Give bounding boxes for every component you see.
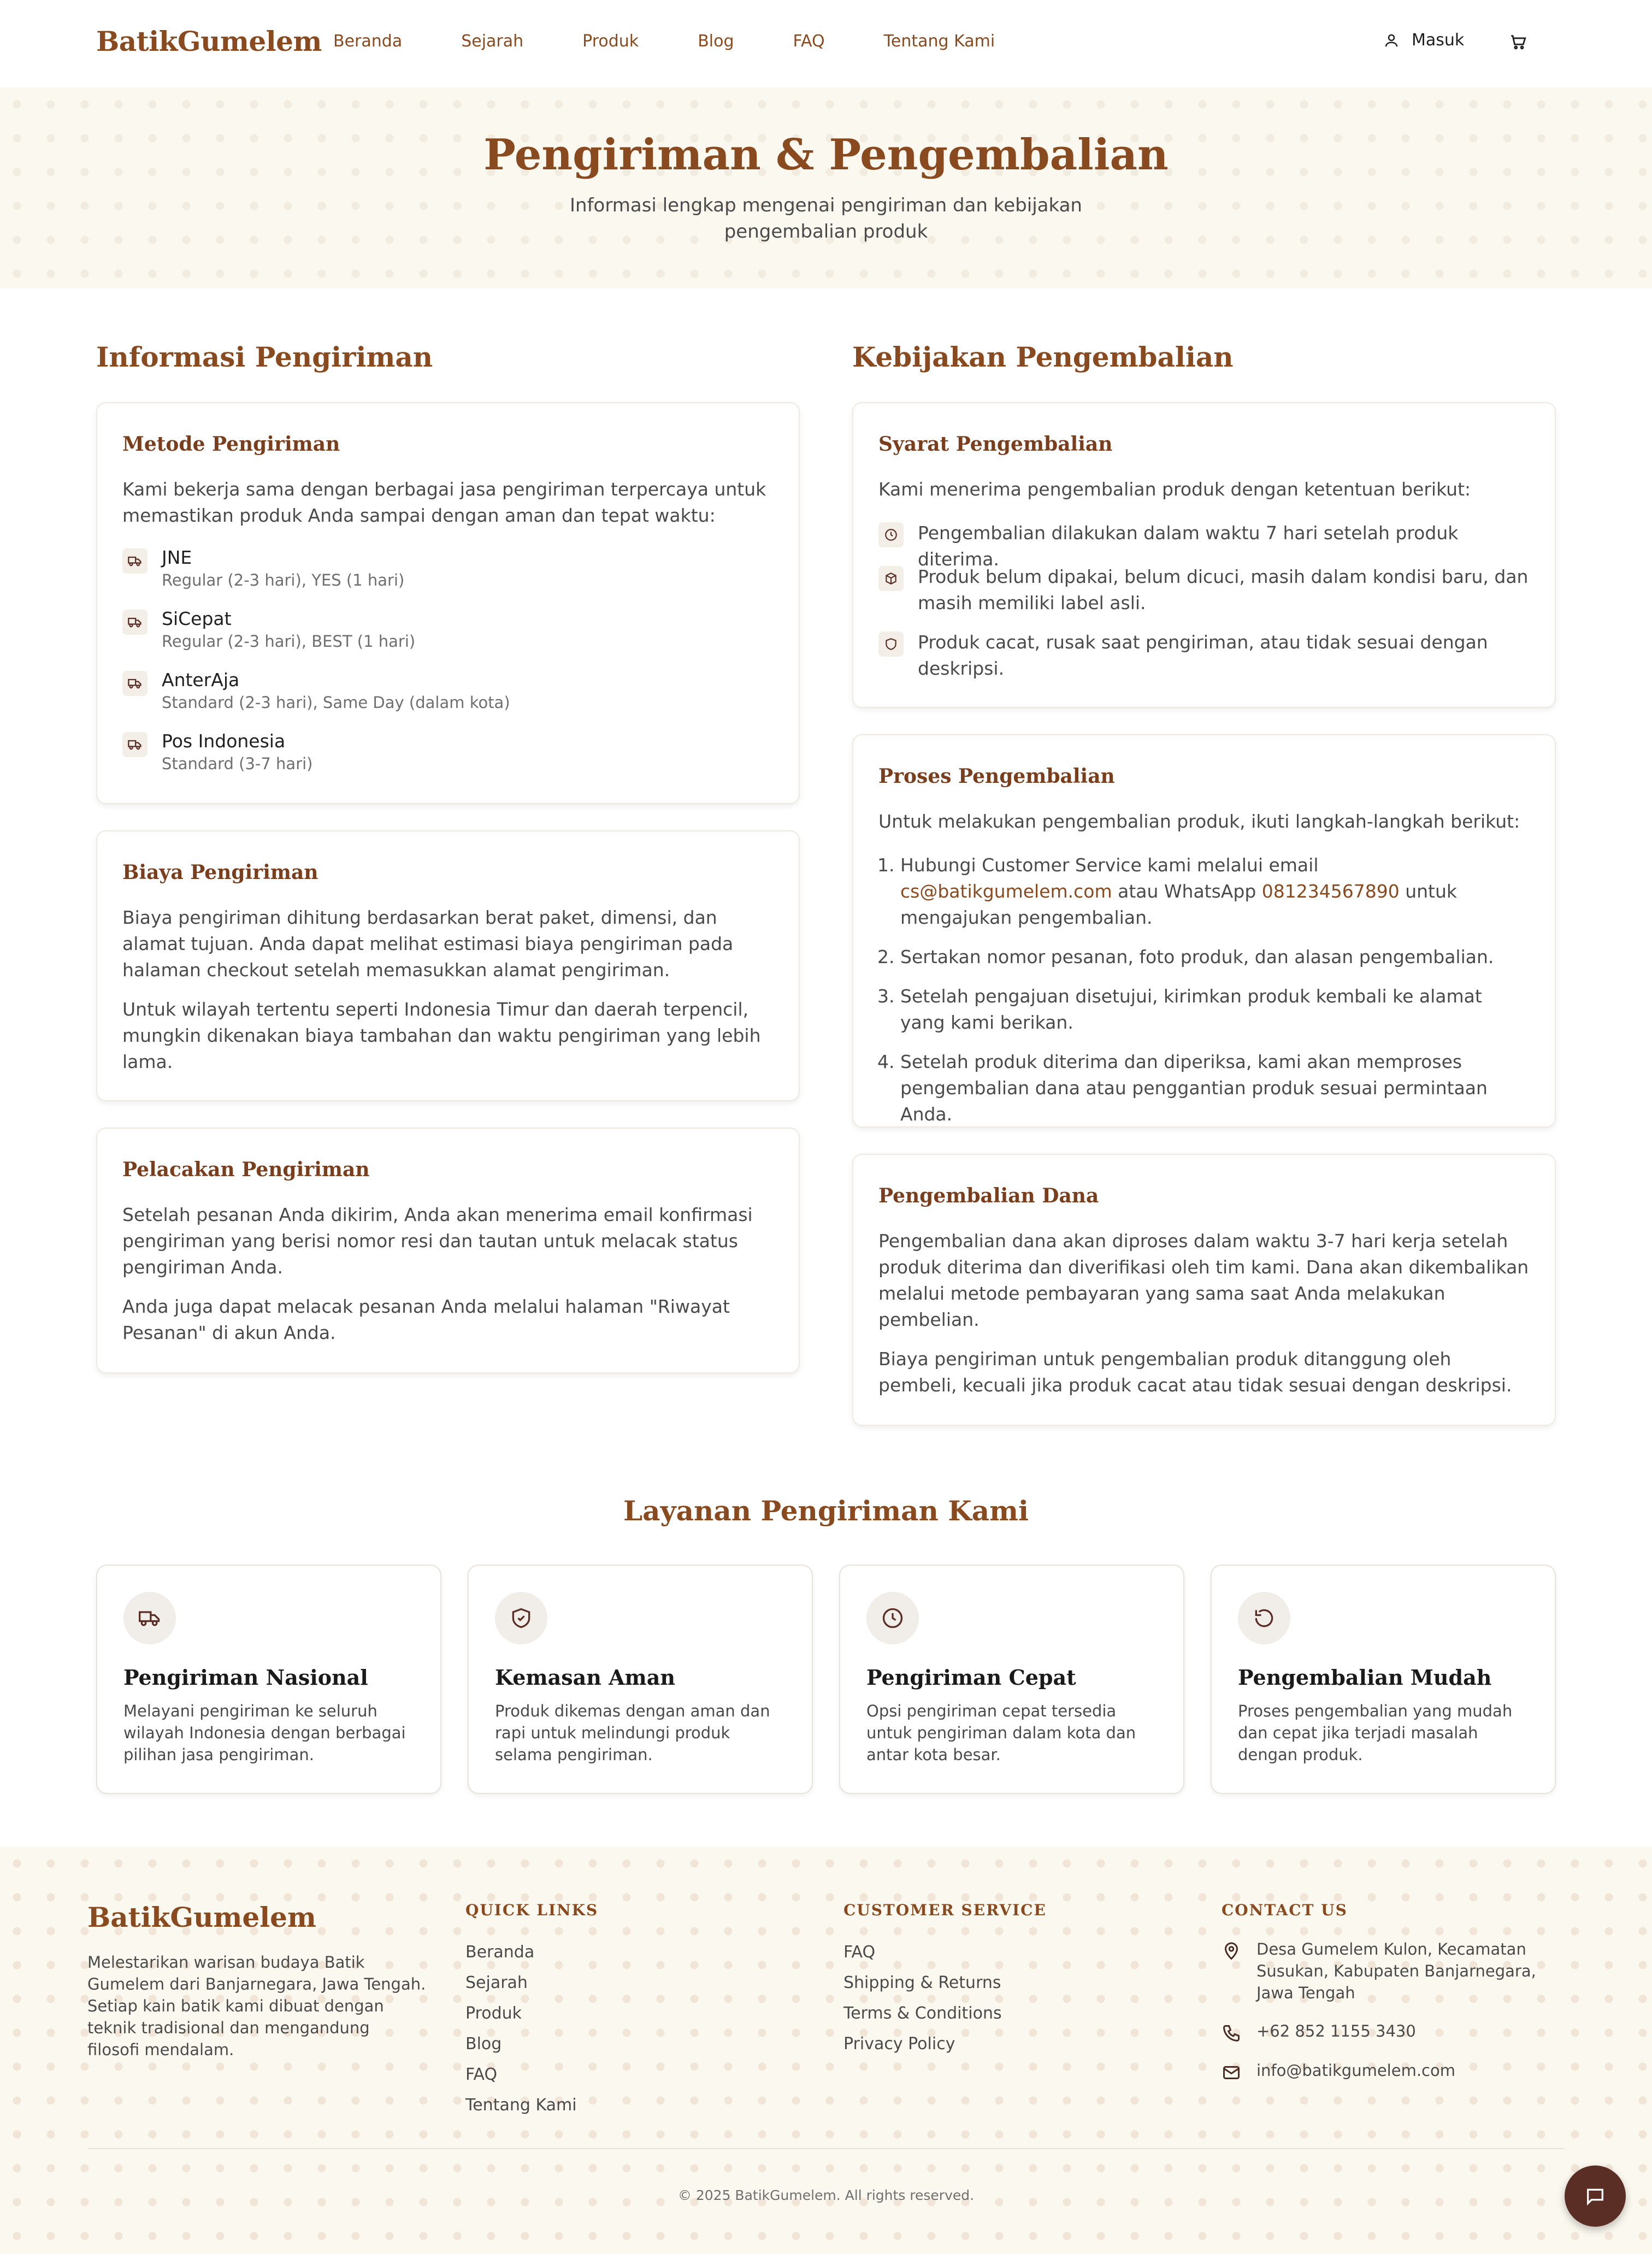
- mail-icon: [1222, 2063, 1241, 2082]
- footer-link-faq[interactable]: FAQ: [843, 1943, 876, 1962]
- card-title: Biaya Pengiriman: [122, 861, 318, 884]
- login-button[interactable]: [1383, 31, 1464, 50]
- user-icon: [1383, 32, 1400, 49]
- chat-button[interactable]: [1565, 2166, 1626, 2227]
- footer-link-beranda[interactable]: Beranda: [465, 1943, 535, 1962]
- courier-detail: Standard (2-3 hari), Same Day (dalam kota): [162, 693, 510, 712]
- truck-icon: [122, 671, 148, 696]
- card-title: Pengembalian Dana: [878, 1184, 1099, 1207]
- cart-icon[interactable]: [1509, 33, 1527, 54]
- whatsapp-link[interactable]: 081234567890: [1261, 881, 1400, 902]
- quick-links-heading: QUICK LINKS: [465, 1901, 599, 1919]
- card-title: Pelacakan Pengiriman: [122, 1158, 370, 1181]
- page-title: Pengiriman & Pengembalian: [483, 130, 1169, 180]
- shipping-methods-card: [96, 402, 800, 804]
- courier-name: Pos Indonesia: [162, 730, 286, 752]
- card-title: Metode Pengiriman: [122, 433, 340, 456]
- return-step: 2. Sertakan nomor pesanan, foto produk, dan alasan pengembalian.: [900, 944, 1531, 970]
- map-pin-icon: [1222, 1942, 1241, 1961]
- shipping-section-title: Informasi Pengiriman: [96, 341, 433, 373]
- tracking-text-2: Anda juga dapat melacak pesanan Anda melalui halaman "Riwayat Pesanan" di akun Anda.: [122, 1296, 730, 1343]
- shipping-cost-card: [96, 830, 800, 1101]
- nav-link-beranda[interactable]: Beranda: [333, 32, 403, 51]
- truck-icon: [122, 610, 148, 635]
- return-step: 3. Setelah pengajuan disetujui, kirimkan produk kembali ke alamat yang kami berikan.: [900, 983, 1531, 1036]
- footer-link-shipping-returns[interactable]: Shipping & Returns: [843, 1973, 1001, 1992]
- service-card-national: [96, 1565, 441, 1794]
- login-label: Masuk: [1412, 31, 1465, 50]
- nav-link-faq[interactable]: FAQ: [793, 32, 825, 51]
- footer-link-faq[interactable]: FAQ: [465, 2065, 498, 2084]
- shipping-cost-text-2: Untuk wilayah tertentu seperti Indonesia Timur dan daerah terpencil, mungkin dikenakan biaya tambahan dan waktu pengiriman yang lebih lama.: [122, 999, 761, 1072]
- footer-logo[interactable]: BatikGumelem: [87, 1901, 316, 1933]
- return-terms-card: [852, 402, 1556, 708]
- return-term-text: Produk belum dipakai, belum dicuci, masih dalam kondisi baru, dan masih memiliki label asli.: [918, 566, 1529, 613]
- courier-item: [122, 669, 510, 713]
- customer-service-list: [843, 1937, 1002, 2060]
- footer-link-produk[interactable]: Produk: [465, 2004, 522, 2023]
- return-term-text: Produk cacat, rusak saat pengiriman, atau tidak sesuai dengan deskripsi.: [918, 632, 1488, 679]
- courier-detail: Regular (2-3 hari), BEST (1 hari): [162, 632, 416, 651]
- customer-service-heading: CUSTOMER SERVICE: [843, 1901, 1047, 1919]
- phone-icon: [1222, 2023, 1241, 2043]
- service-card-returns: [1211, 1565, 1556, 1794]
- service-desc: Opsi pengiriman cepat tersedia untuk pengiriman dalam kota dan antar kota besar.: [866, 1702, 1136, 1764]
- nav-link-blog[interactable]: Blog: [698, 32, 734, 51]
- footer-description: Melestarikan warisan budaya Batik Gumelem dari Banjarnegara, Jawa Tengah. Setiap kain batik kami dibuat dengan teknik tradisional dan mengandung filosofi mendalam.: [87, 1953, 426, 2059]
- footer-link-sejarah[interactable]: Sejarah: [465, 1973, 528, 1992]
- nav-links: [333, 32, 1054, 51]
- site-logo[interactable]: BatikGumelem: [96, 25, 322, 57]
- courier-item: [122, 730, 313, 775]
- card-title: Proses Pengembalian: [878, 765, 1115, 788]
- service-desc: Produk dikemas dengan aman dan rapi untuk melindungi produk selama pengiriman.: [495, 1702, 770, 1764]
- page-subtitle: Informasi lengkap mengenai pengiriman dan kebijakan pengembalian produk: [570, 194, 1082, 243]
- footer-divider: [87, 2148, 1565, 2149]
- return-process-card: [852, 734, 1556, 1128]
- courier-detail: Regular (2-3 hari), YES (1 hari): [162, 571, 405, 589]
- truck-icon: [122, 732, 148, 757]
- refund-text-2: Biaya pengiriman untuk pengembalian produk ditanggung oleh pembeli, kecuali jika produk cacat atau tidak sesuai dengan deskripsi.: [878, 1348, 1512, 1396]
- courier-detail: Standard (3-7 hari): [162, 754, 313, 773]
- contact-email[interactable]: info@batikgumelem.com: [1222, 2060, 1541, 2082]
- service-title: Pengembalian Mudah: [1238, 1665, 1492, 1690]
- contact-phone[interactable]: +62 852 1155 3430: [1222, 2020, 1541, 2043]
- copyright-text: © 2025 BatikGumelem. All rights reserved.: [677, 2187, 975, 2203]
- service-desc: Proses pengembalian yang mudah dan cepat jika terjadi masalah dengan produk.: [1238, 1702, 1513, 1764]
- footer-link-tentang-kami[interactable]: Tentang Kami: [465, 2096, 577, 2115]
- service-desc: Melayani pengiriman ke seluruh wilayah Indonesia dengan berbagai pilihan jasa pengiriman.: [123, 1702, 406, 1764]
- footer-link-terms[interactable]: Terms & Conditions: [843, 2004, 1002, 2023]
- clock-icon: [878, 522, 904, 547]
- hero-banner: [0, 87, 1652, 288]
- shield-check-icon: [495, 1592, 547, 1644]
- nav-link-tentang-kami[interactable]: Tentang Kami: [883, 32, 995, 51]
- courier-name: AnterAja: [162, 669, 240, 691]
- footer-link-privacy[interactable]: Privacy Policy: [843, 2034, 955, 2054]
- chat-icon: [1584, 2185, 1606, 2207]
- nav-link-produk[interactable]: Produk: [582, 32, 639, 51]
- courier-name: JNE: [162, 547, 192, 568]
- return-step: 4. Setelah produk diterima dan diperiksa, kami akan memproses pengembalian dana atau penggantian produk sesuai permintaan Anda.: [900, 1049, 1531, 1128]
- service-title: Pengiriman Cepat: [866, 1665, 1076, 1690]
- service-card-fast: [839, 1565, 1184, 1794]
- refund-card: [852, 1154, 1556, 1426]
- cs-email-link[interactable]: cs@batikgumelem.com: [900, 881, 1112, 902]
- services-section-title: Layanan Pengiriman Kami: [623, 1495, 1029, 1527]
- card-title: Syarat Pengembalian: [878, 433, 1113, 456]
- refund-text-1: Pengembalian dana akan diproses dalam waktu 3-7 hari kerja setelah produk diterima dan diverifikasi oleh tim kami. Dana akan dikembalikan melalui metode pembayaran yang sama saat Anda melakukan pembelian.: [878, 1230, 1529, 1330]
- nav-link-sejarah[interactable]: Sejarah: [461, 32, 524, 51]
- return-term-text: Pengembalian dilakukan dalam waktu 7 hari setelah produk diterima.: [918, 522, 1459, 570]
- quick-links-list: [465, 1937, 577, 2121]
- rotate-icon: [1238, 1592, 1290, 1644]
- clock-icon: [866, 1592, 919, 1644]
- returns-section-title: Kebijakan Pengembalian: [852, 341, 1234, 373]
- service-title: Pengiriman Nasional: [123, 1665, 368, 1690]
- courier-item: [122, 546, 404, 591]
- shipping-tracking-card: [96, 1128, 800, 1373]
- return-steps-list: [878, 852, 1531, 1141]
- truck-icon: [123, 1592, 176, 1644]
- service-title: Kemasan Aman: [495, 1665, 676, 1690]
- return-process-intro: Untuk melakukan pengembalian produk, ikuti langkah-langkah berikut:: [878, 811, 1520, 832]
- package-icon: [878, 566, 904, 591]
- shield-icon: [878, 632, 904, 657]
- return-term-item: [878, 629, 1531, 682]
- shipping-cost-text-1: Biaya pengiriman dihitung berdasarkan berat paket, dimensi, dan alamat tujuan. Anda dapat melihat estimasi biaya pengiriman pada halaman checkout setelah memasukkan alamat pengiriman.: [122, 907, 734, 981]
- service-card-packaging: [468, 1565, 813, 1794]
- truck-icon: [122, 548, 148, 574]
- tracking-text-1: Setelah pesanan Anda dikirim, Anda akan menerima email konfirmasi pengiriman yang berisi nomor resi dan tautan untuk melacak status pengiriman Anda.: [122, 1204, 753, 1278]
- site-footer: [0, 1846, 1652, 2254]
- shipping-methods-intro: Kami bekerja sama dengan berbagai jasa pengiriman terpercaya untuk memastikan produk Anda sampai dengan aman dan tepat waktu:: [122, 479, 766, 526]
- contact-address: Desa Gumelem Kulon, Kecamatan Susukan, Kabupaten Banjarnegara, Jawa Tengah: [1222, 1938, 1541, 2004]
- top-navbar: [0, 0, 1652, 87]
- contact-heading: CONTACT US: [1222, 1901, 1348, 1919]
- footer-link-blog[interactable]: Blog: [465, 2034, 502, 2054]
- courier-name: SiCepat: [162, 608, 232, 629]
- return-term-item: [878, 564, 1531, 616]
- courier-item: [122, 607, 415, 652]
- return-terms-intro: Kami menerima pengembalian produk dengan ketentuan berikut:: [878, 479, 1471, 500]
- return-step: 1. Hubungi Customer Service kami melalui email cs@batikgumelem.com atau WhatsApp 081234567890 untuk mengajukan pengembalian.: [900, 852, 1531, 931]
